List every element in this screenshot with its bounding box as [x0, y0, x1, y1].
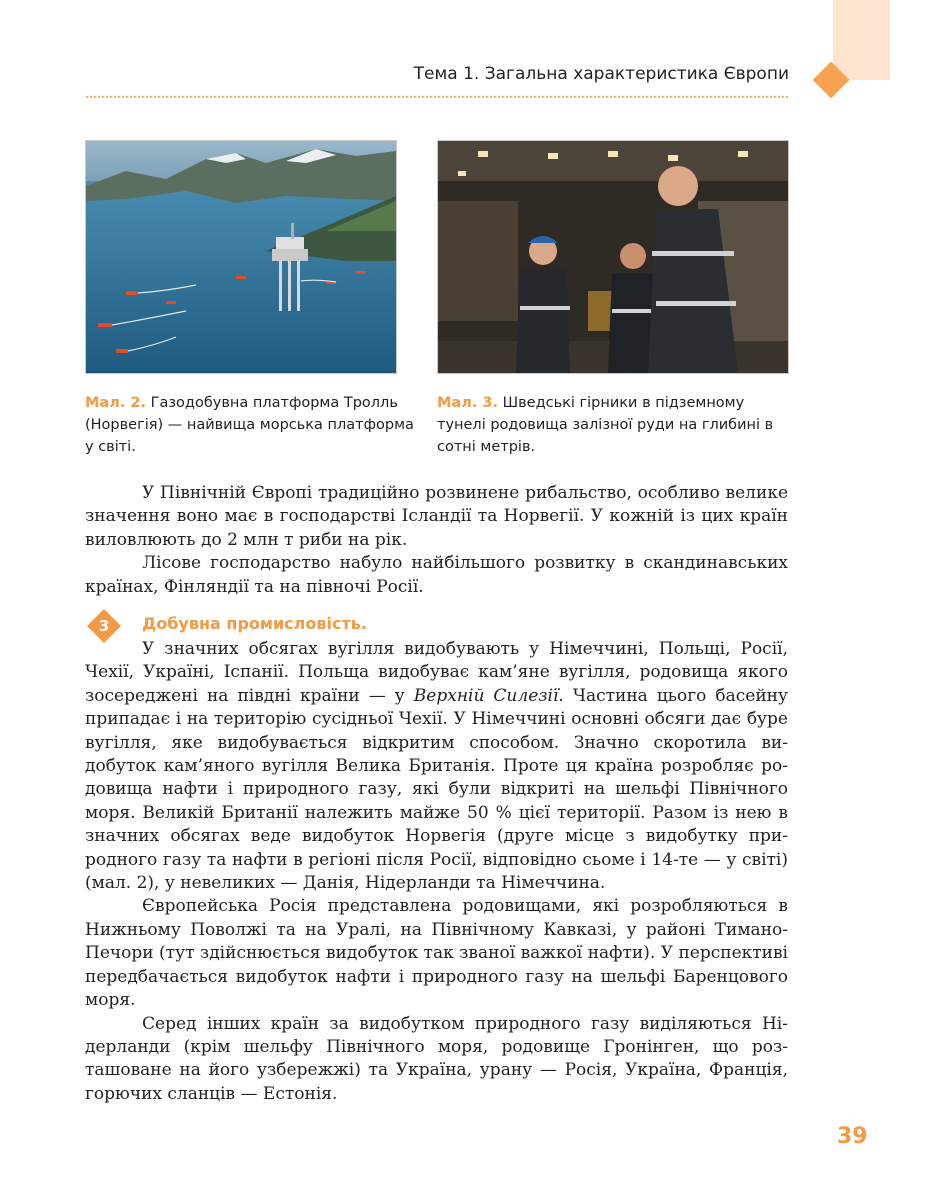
figure-label: Мал. 2.	[85, 395, 146, 411]
gas-platform-photo	[85, 140, 397, 374]
page-number: 39	[837, 1124, 868, 1149]
intro-text	[85, 482, 788, 599]
figure-caption-text: Шведські гірники в підземному тунелі родовища залізної руди на глибині в сотні метрів.	[437, 395, 774, 455]
paragraph: Європейська Росія представлена родовищами, які розробляються в Нижньому Поволжі та на Уралі, на Північному Кавказі, у районі Тимано-Печори (тут здійснюється видобуток так званої важкої нафти). У перспективі передбачається видобуток нафти і природного газу на шельфі Баренцового моря.	[85, 896, 788, 1011]
place-name: Верхній Силезії.	[413, 685, 564, 706]
section-text	[85, 638, 788, 1106]
corner-tab	[833, 0, 890, 80]
paragraph	[85, 638, 788, 895]
section-heading	[90, 612, 490, 640]
paragraph-text: Частина цього басейну припадає і на територію сусідньої Чехії. У Німеччині основні обсяги дає буре вугілля, яке видобувається відкритим способом. Значно скоротила видобуток кам’яного вугілля Велика Британія. Проте ця країна розробляє родовища нафти і природного газу, які були відкриті на шельфі Північного моря. Великій Британії належить майже 50 % цієї території. Разом із нею в значних обсягах веде видобуток Норвегія (друге місце з видобутку природного газу та нафти в регіоні після Росії, відповідно сьоме і 14-те — у світі) (мал. 2), у невеликих — Данія, Нідерланди та Німеччина.	[85, 685, 789, 894]
section-number: 3	[98, 617, 110, 635]
paragraph: Серед інших країн за видобутком природного газу виділяються Нідерланди (крім шельфу Північного моря, родовище Гронінген, що розташоване на його узбережжі) та Україна, урану — Росія, Україна, Франція, горючих сланців — Естонія.	[85, 1013, 788, 1104]
paragraph: У Північній Європі традиційно розвинене рибальство, особливо велике значення воно має в господарстві Ісландії та Норвегії. У кожній із цих країн виловлюють до 2 млн т риби на рік.	[85, 483, 788, 550]
figure-caption-2	[85, 392, 415, 458]
miners-photo	[437, 140, 789, 374]
running-header: Тема 1. Загальна характеристика Європи	[413, 64, 789, 84]
paragraph: Лісове господарство набуло найбільшого розвитку в скандинавських країнах, Фінляндії та на півночі Росії.	[85, 553, 788, 597]
section-title: Добувна промисловість.	[142, 614, 367, 633]
paragraph-text: У значних обсягах вугілля видобувають у Німеччині, Польщі, Росії, Чехії, Україні, Іспанії. Польща видобуває кам’яне вугілля, родовища якого зосереджені на півдні країни — у	[85, 639, 788, 706]
figure-caption-3	[437, 392, 782, 458]
header-divider	[85, 95, 788, 99]
figure-label: Мал. 3.	[437, 395, 498, 411]
figure-caption-text: Газодобувна платформа Тролль (Норвегія) — найвища морська платформа у світі.	[85, 395, 414, 455]
